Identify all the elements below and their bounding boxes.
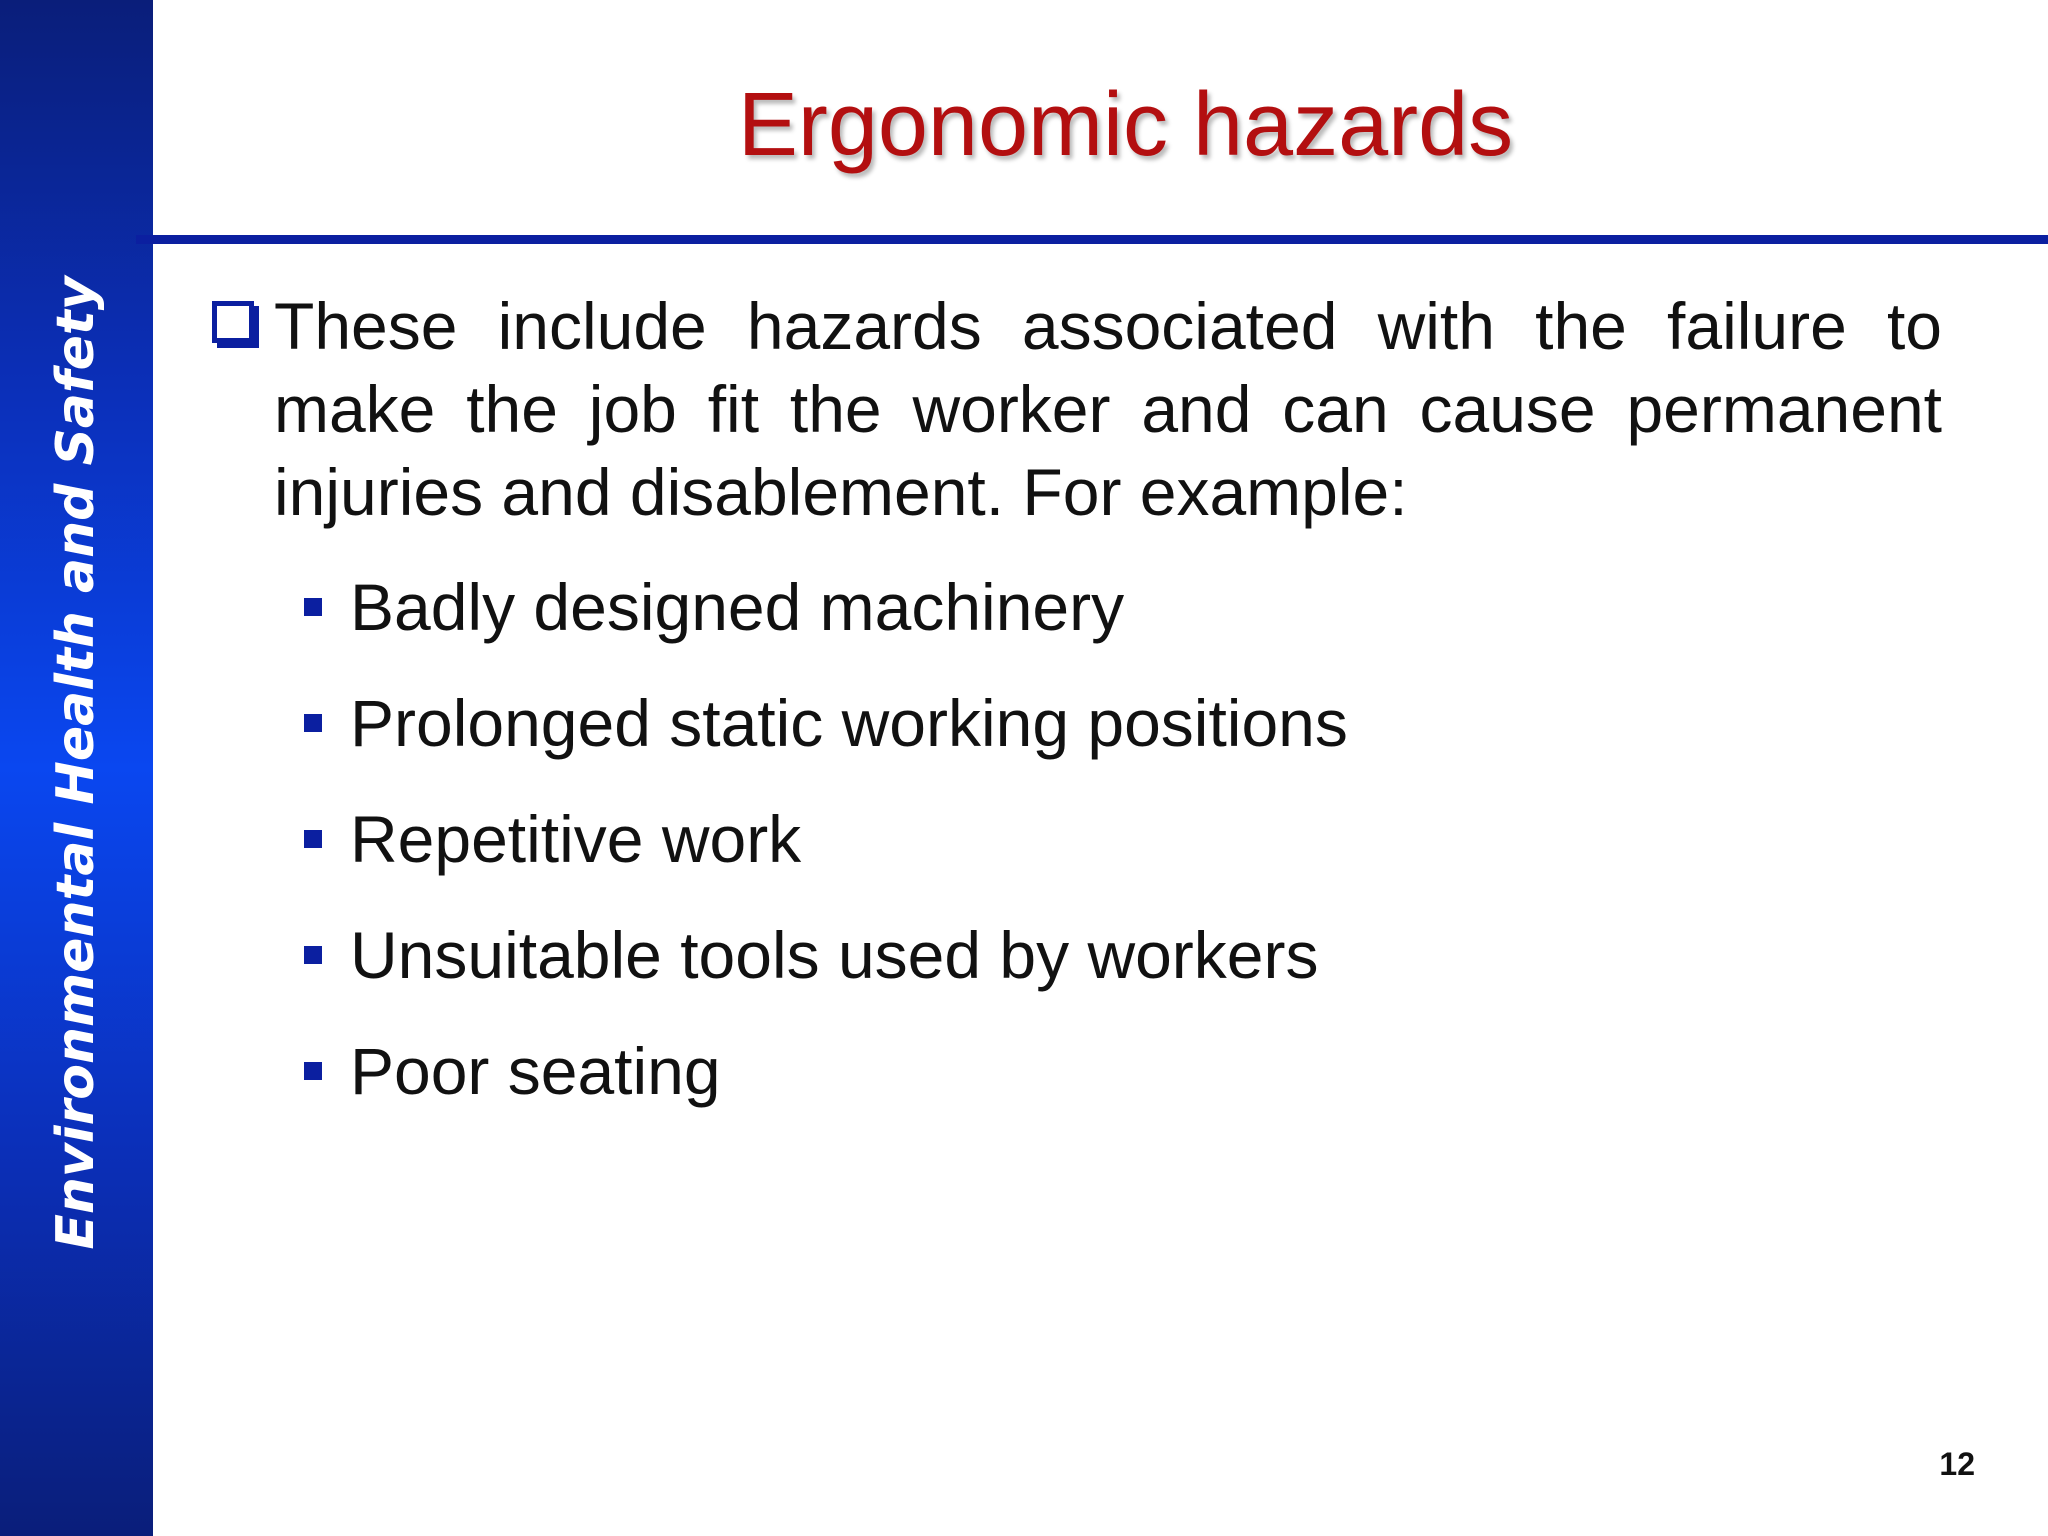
square-bullet-icon — [304, 598, 322, 616]
intro-text: These include hazards associated with the failure to make the job fit the worker and can cause permanent injuries and disablement. For example: — [274, 289, 1942, 529]
intro-paragraph — [212, 285, 1942, 534]
square-bullet-icon — [304, 946, 322, 964]
square-bullet-icon — [304, 830, 322, 848]
slide-title: Ergonomic hazards — [737, 75, 1514, 175]
list-item-text: Repetitive work — [350, 802, 802, 876]
sidebar-caption: Environmental Health and Safety — [46, 276, 106, 1250]
list-item — [300, 680, 1348, 796]
list-item-text: Prolonged static working positions — [350, 686, 1348, 760]
list-item-text: Unsuitable tools used by workers — [350, 918, 1319, 992]
title-divider — [136, 235, 2048, 244]
square-bullet-icon — [304, 1062, 322, 1080]
checkbox-bullet-icon — [212, 301, 254, 343]
page-number: 12 — [1939, 1446, 1975, 1482]
list-item-text: Poor seating — [350, 1034, 721, 1108]
list-item — [300, 912, 1348, 1028]
list-item-text: Badly designed machinery — [350, 570, 1125, 644]
list-item — [300, 564, 1348, 680]
square-bullet-icon — [304, 714, 322, 732]
list-item — [300, 796, 1348, 912]
list-item — [300, 1028, 1348, 1144]
sidebar-band — [0, 0, 153, 1536]
bullet-list — [300, 564, 1348, 1144]
